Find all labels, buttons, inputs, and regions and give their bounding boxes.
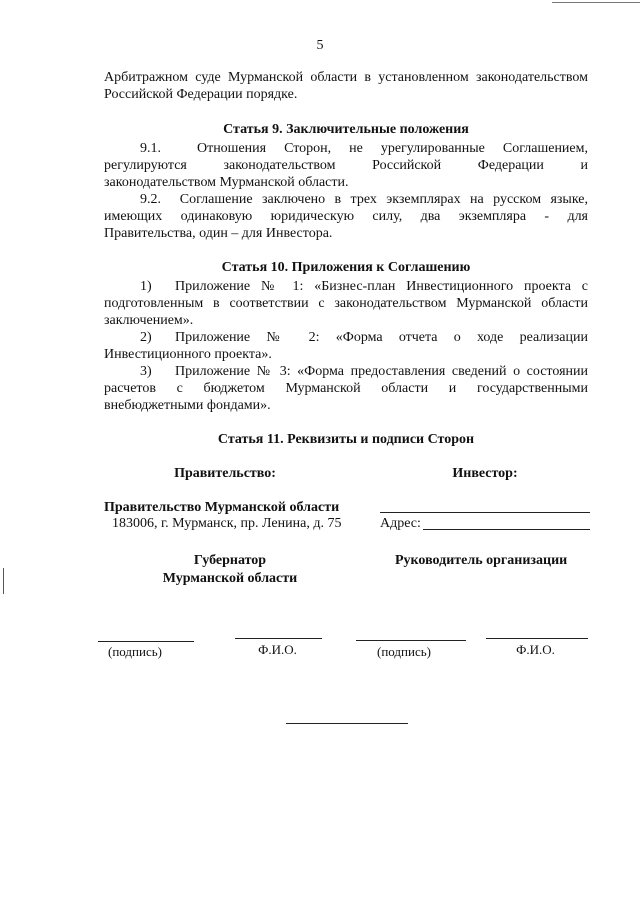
page-number: 5 xyxy=(316,38,324,53)
article-9-p1-line-2: регулируются законодательством Российской Федерации и xyxy=(104,158,588,173)
article-10-item-1-line-1: Приложение № 1: «Бизнес-план Инвестиционного проекта с xyxy=(175,279,588,294)
article-10-item-1-line-2: подготовленным в соответствии с законодательством Мурманской области xyxy=(104,296,588,311)
article-9-p1-line-1: 9.1. Отношения Сторон, не урегулированные Соглашением, xyxy=(140,141,588,156)
government-fio-caption: Ф.И.О. xyxy=(258,642,297,657)
article-10-item-1-line-3: заключением». xyxy=(104,313,194,328)
left-edge-mark xyxy=(3,568,4,594)
article-10-heading: Статья 10. Приложения к Соглашению xyxy=(221,260,471,275)
government-signature-line xyxy=(98,641,194,642)
investor-signature-caption: (подпись) xyxy=(377,644,431,659)
government-fio-line xyxy=(235,638,322,639)
government-title-line-1: Губернатор xyxy=(193,553,267,568)
article-10-item-2-line-1: Приложение № 2: «Форма отчета о ходе реализации xyxy=(175,330,588,345)
article-9-heading: Статья 9. Заключительные положения xyxy=(223,122,469,137)
article-10-item-3-line-2: расчетов с бюджетом Мурманской области и государственными xyxy=(104,381,588,396)
article-9-p2-line-3: Правительства, один – для Инвестора. xyxy=(104,226,333,241)
end-separator-line xyxy=(286,723,408,724)
article-9-p2-line-1: 9.2. Соглашение заключено в трех экземплярах на русском языке, xyxy=(140,192,588,207)
government-label: Правительство: xyxy=(174,466,276,481)
article-10-item-2-line-2: Инвестиционного проекта». xyxy=(104,347,272,362)
article-9-p1-line-3: законодательством Мурманской области. xyxy=(104,175,349,190)
investor-title: Руководитель организации xyxy=(395,553,568,568)
top-edge-mark xyxy=(552,2,640,3)
investor-address-line xyxy=(423,529,590,530)
investor-label: Инвестор: xyxy=(452,466,518,481)
article-10-item-3-number: 3) xyxy=(140,364,152,379)
government-signature-caption: (подпись) xyxy=(108,644,162,659)
intro-line-1: Арбитражном суде Мурманской области в установленном законодательством xyxy=(104,70,588,85)
article-10-item-2-number: 2) xyxy=(140,330,152,345)
article-10-item-3-line-3: внебюджетными фондами». xyxy=(104,398,271,413)
investor-signature-line xyxy=(356,640,466,641)
investor-name-line xyxy=(380,512,590,513)
government-title-line-2: Мурманской области xyxy=(162,571,298,586)
intro-line-2: Российской Федерации порядке. xyxy=(104,87,298,102)
article-11-heading: Статья 11. Реквизиты и подписи Сторон xyxy=(217,432,475,447)
article-10-item-3-line-1: Приложение № 3: «Форма предоставления сведений о состоянии xyxy=(175,364,588,379)
investor-fio-line xyxy=(486,638,588,639)
government-address: 183006, г. Мурманск, пр. Ленина, д. 75 xyxy=(112,516,342,531)
article-9-p2-line-2: имеющих одинаковую юридическую силу, два экземпляра - для xyxy=(104,209,588,224)
government-name: Правительство Мурманской области xyxy=(104,500,340,515)
investor-address-label: Адрес: xyxy=(380,516,421,531)
investor-fio-caption: Ф.И.О. xyxy=(516,642,555,657)
article-10-item-1-number: 1) xyxy=(140,279,152,294)
